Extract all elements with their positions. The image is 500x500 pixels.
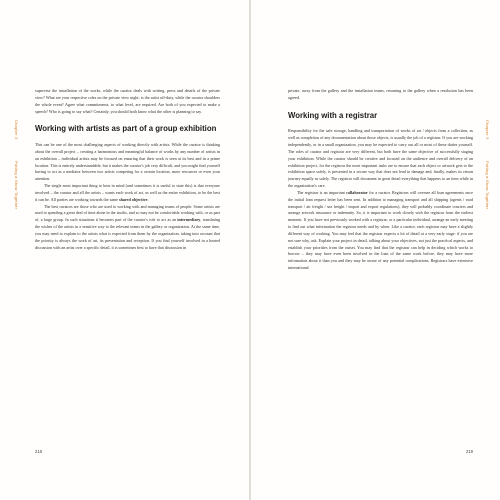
right-page (252, 0, 500, 500)
left-intro-paragraph: supervise the installation of the works, while the curator deals with writing, press and details of the private view? What are your respective roles on the private view night: is the artist off-duty, while the curator shoulders the whole event? Agree what commitments, to what level, are required. Are both of you expected to make a speech? Who is going to say what? Certainly, you should both know what the other is planning to say. (35, 88, 220, 114)
left-page (0, 0, 248, 500)
left-paragraph-2: The single most important thing to bear in mind (and sometimes it is useful to state this) is that everyone involved – the curator and all the artists – wants each work of art, as well as the entire exhibition, to be the best it can be. All parties are working towards the same shared objective. (35, 183, 220, 202)
right-text-column (288, 88, 473, 272)
left-paragraph-1: This can be one of the most challenging aspects of working directly with artists. While the curator is thinking about the overall project – creating a harmonious and meaningful balance of works by any number of artists in an exhibition – individual artists may be focused on ensuring that their work is seen at its best and in a prime location. This is entirely understandable, but it makes the curator's job very difficult, and you might find yourself having to act as a mediator between two artists competing for a certain location, more resources or even your attention. (35, 141, 220, 182)
bold-term: intermediary (177, 217, 201, 223)
right-intro-paragraph: private, away from the gallery and the installation teams, returning to the gallery when a resolution has been agreed. (288, 88, 473, 100)
left-chapter-label: Chapter 3 (14, 120, 19, 140)
left-paragraph-3: The best curators are those who are used to working with and managing teams of people. Some artists are used to spending a great deal of time alone in the studio, and so may not be comfortable working with, or as part of, a large group. In such situations it becomes part of the curator's role to act as an intermediary, translating the wishes of the artists in a sensitive way to the relevant teams in the gallery or organization. At the same time, you may need to explain to the artists what is expected from them by the organization, taking into account that the priority is always the work of art, its presentation and reception. If you find yourself involved in a heated discussion with an artist over a specific detail, it is sometimes best to have that discussion in (35, 203, 220, 250)
right-section-heading: Working with a registrar (288, 110, 378, 120)
left-running-tab (11, 120, 19, 330)
right-chapter-label: Chapter 3 (485, 120, 490, 140)
left-section-heading: Working with artists as part of a group exhibition (35, 124, 217, 134)
bold-term: collaborator (346, 189, 368, 195)
right-section-label: Putting a Show Together (485, 161, 490, 210)
left-section-label: Putting a Show Together (14, 161, 19, 210)
bold-term: shared objective (119, 196, 148, 202)
left-page-number: 218 (35, 449, 42, 454)
right-paragraph-1: Responsibility for the safe storage, handling and transportation of works of art / objects from a collection, as well as completion of any documentation about those objects, is usually the job of a registrar. If you are working independently, or in a small organization, you may be expected to carry out all or most of these duties yourself. The roles of curator and registrar are very different, but both have the same objective of successfully staging your exhibition. While the curator should be creative and focused on the audience and overall delivery of an exhibition project, for the registrar the most important tasks are to ensure that each object or artwork gets to the exhibition space safely, is presented in a secure way that does not lead to damage and, finally, makes its return journey equally as safely. The registrar will document in great detail everything that happens to an item while in the organization's care. (288, 128, 473, 189)
right-page-number: 219 (466, 449, 473, 454)
book-gutter (249, 0, 251, 500)
right-paragraph-2: The registrar is an important collaborator for a curator. Registrars will oversee all loan agreements once the initial loan request letter has been sent. In addition to managing transport and all shipping (agents / road transport / air freight / sea freight / import and export regulations), they will probably coordinate couriers and arrange artwork insurance or indemnity. So, it is important to work closely with the registrar from the earliest moment. If you have not previously worked with a registrar, or a particular individual, arrange an early meeting to find out what information the registrar needs and by when. Like a curator, each registrar may have a slightly different way of working. You may feel that the registrar expects a lot of detail at a very early stage: if you are not sure why, ask. Explain your project in detail, talking about your objectives, not just the practical aspects, and establish your priorities from the outset. You may find that the registrar can help in deciding which works to borrow – they may have even been involved in the loan of the same work before, they may have more information about it than you and they may be aware of any potential complications. Registrars have extensive international (288, 189, 473, 271)
left-text-column (35, 88, 220, 251)
right-running-tab (482, 120, 490, 330)
